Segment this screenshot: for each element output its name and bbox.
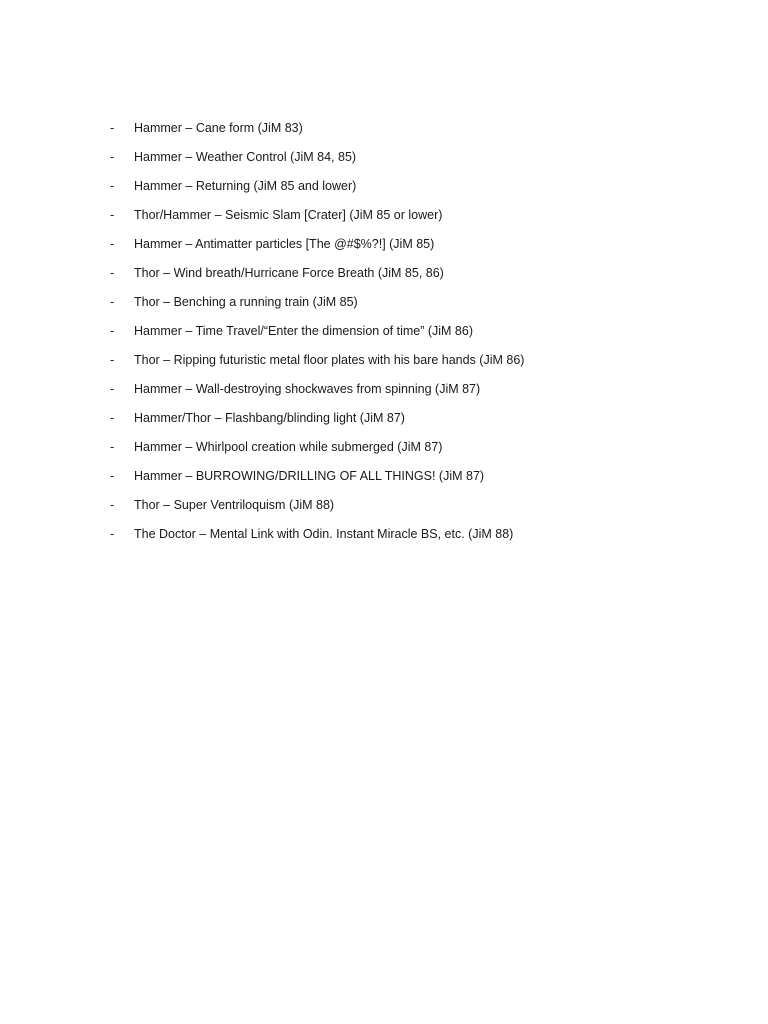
list-item-text: Hammer – Whirlpool creation while submerged (JiM 87) [134,440,443,454]
list-item [110,524,730,553]
list-item-text: Thor – Ripping futuristic metal floor plates with his bare hands (JiM 86) [134,353,525,367]
list-item [110,118,730,147]
list-item-text: Hammer – Weather Control (JiM 84, 85) [134,150,357,164]
bullet-dash: - [110,440,115,454]
bullet-dash: - [110,150,115,164]
bullet-dash: - [110,382,115,396]
list-item [110,292,730,321]
list-item [110,205,730,234]
list-item [110,466,730,495]
list-item [110,147,730,176]
bullet-dash: - [110,527,115,541]
list-item-text: Thor – Benching a running train (JiM 85) [134,295,358,309]
list-item [110,321,730,350]
list-item [110,176,730,205]
bullet-dash: - [110,498,115,512]
list-item-text: The Doctor – Mental Link with Odin. Instant Miracle BS, etc. (JiM 88) [134,527,514,541]
list-item [110,437,730,466]
list-item [110,379,730,408]
list-item [110,234,730,263]
list-item-text: Thor – Wind breath/Hurricane Force Breath (JiM 85, 86) [134,266,444,280]
list-item [110,495,730,524]
bullet-dash: - [110,266,115,280]
bullet-dash: - [110,237,115,251]
list-item-text: Hammer – BURROWING/DRILLING OF ALL THINGS! (JiM 87) [134,469,485,483]
bullet-dash: - [110,208,115,222]
list-item-text: Hammer – Cane form (JiM 83) [134,121,303,135]
bullet-dash: - [110,295,115,309]
bullet-dash: - [110,469,115,483]
bullet-dash: - [110,121,115,135]
list-item-text: Hammer/Thor – Flashbang/blinding light (JiM 87) [134,411,405,425]
list-item [110,408,730,437]
list-item-text: Hammer – Wall-destroying shockwaves from spinning (JiM 87) [134,382,481,396]
bullet-dash: - [110,179,115,193]
bullet-dash: - [110,324,115,338]
list-item-text: Thor – Super Ventriloquism (JiM 88) [134,498,335,512]
bullet-list [110,118,730,553]
bullet-dash: - [110,353,115,367]
list-item-text: Thor/Hammer – Seismic Slam [Crater] (JiM 85 or lower) [134,208,443,222]
bullet-dash: - [110,411,115,425]
list-item [110,350,730,379]
list-item [110,263,730,292]
list-item-text: Hammer – Time Travel/“Enter the dimension of time” (JiM 86) [134,324,473,338]
list-item-text: Hammer – Antimatter particles [The @#$%?!] (JiM 85) [134,237,435,251]
list-item-text: Hammer – Returning (JiM 85 and lower) [134,179,357,193]
